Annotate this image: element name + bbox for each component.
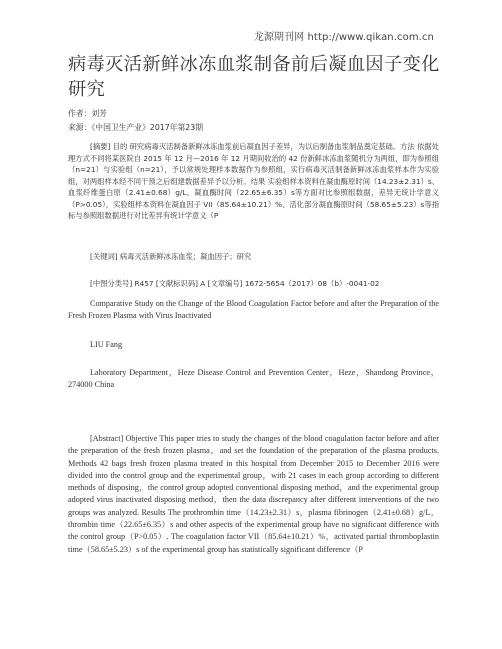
english-title: Comparative Study on the Change of the Blood Coagulation Factor before and after the Preparation of the Fresh Frozen Plasma with Virus Inactivated (68, 299, 439, 321)
english-author: LIU Fang (90, 340, 123, 349)
keywords-cn: [关键词] 病毒灭活新鲜冰冻血浆；凝血因子；研究 (90, 252, 252, 261)
article-title: 病毒灭活新鲜冰冻血浆制备前后凝血因子变化研究 (68, 54, 440, 100)
author-line: 作者：刘芳 (68, 109, 107, 118)
source-line: 来源：《中国卫生产业》2017年第23期 (68, 123, 204, 132)
classification: [中图分类号] R457 [文献标识码] A [文章编号] 1672-5654（2017）08（b）-0041-02 (90, 279, 380, 288)
abstract-cn: [摘要] 目的 研究病毒灭活制备新鲜冰冻血浆前后凝血因子差异，为以后制备血浆制品奠定基础。方法 依据处理方式不同将某医院自 2015 年 12 月—2016 年 12 月期间收治的 42 份新鲜冰冻血浆随机分为两组，即为参照组（n=21）与实验组（n=21），予以常规处理样本数据作为参照组，实行病毒灭活制备新鲜冰冻血浆样本作为实验组，对两组样本经不同干预之后组建数据差异予以分析。结果 实验组样本资料在凝血酶原时间（14.23±2.31）s、血浆纤维蛋白原（2.41±0.68）g/L、凝血酶时间（22.65±6.35）s等方面对比参照组数据，差异无统计学意义（P>0.05），实验组样本资料在凝血因子 VII（85.64±10.21）%、活化部分凝血酶原时间（58.65±5.23）s等指标与参照组数据进行对比差异有统计学意义（P (68, 142, 439, 220)
site-header: 龙源期刊网 http://www.qikan.com.cn (253, 32, 434, 43)
english-affiliation: Laboratory Department，Heze Disease Control and Prevention Center，Heze，Shandong Province，274000 China (68, 368, 439, 390)
abstract-en: [Abstract] Objective This paper tries to study the changes of the blood coagulation factor before and after the preparation of the fresh frozen plasma，and set the foundation of the preparation of the plasma products. Methods 42 bags fresh frozen plasma treated in this hospital from December 2015 to December 2016 were divided into the control group and the experimental group，with 21 cases in each group according to different methods of disposing，the control group adopted conventional disposing method，and the experimental group adopted virus inactivated disposing method，then the data discrepancy after different interventions of the two groups was analyzed. Results The prothrombin time（14.23±2.31）s，plasma fibrinogen（2.41±0.68）g/L，thrombin time（22.65±6.35）s and other aspects of the experimental group have no significant difference with the control group（P>0.05）. The coagulation factor VII（85.64±10.21）%，activated partial thromboplastin time（58.65±5.23）s of the experimental group has statistically significant difference（P (68, 434, 439, 554)
